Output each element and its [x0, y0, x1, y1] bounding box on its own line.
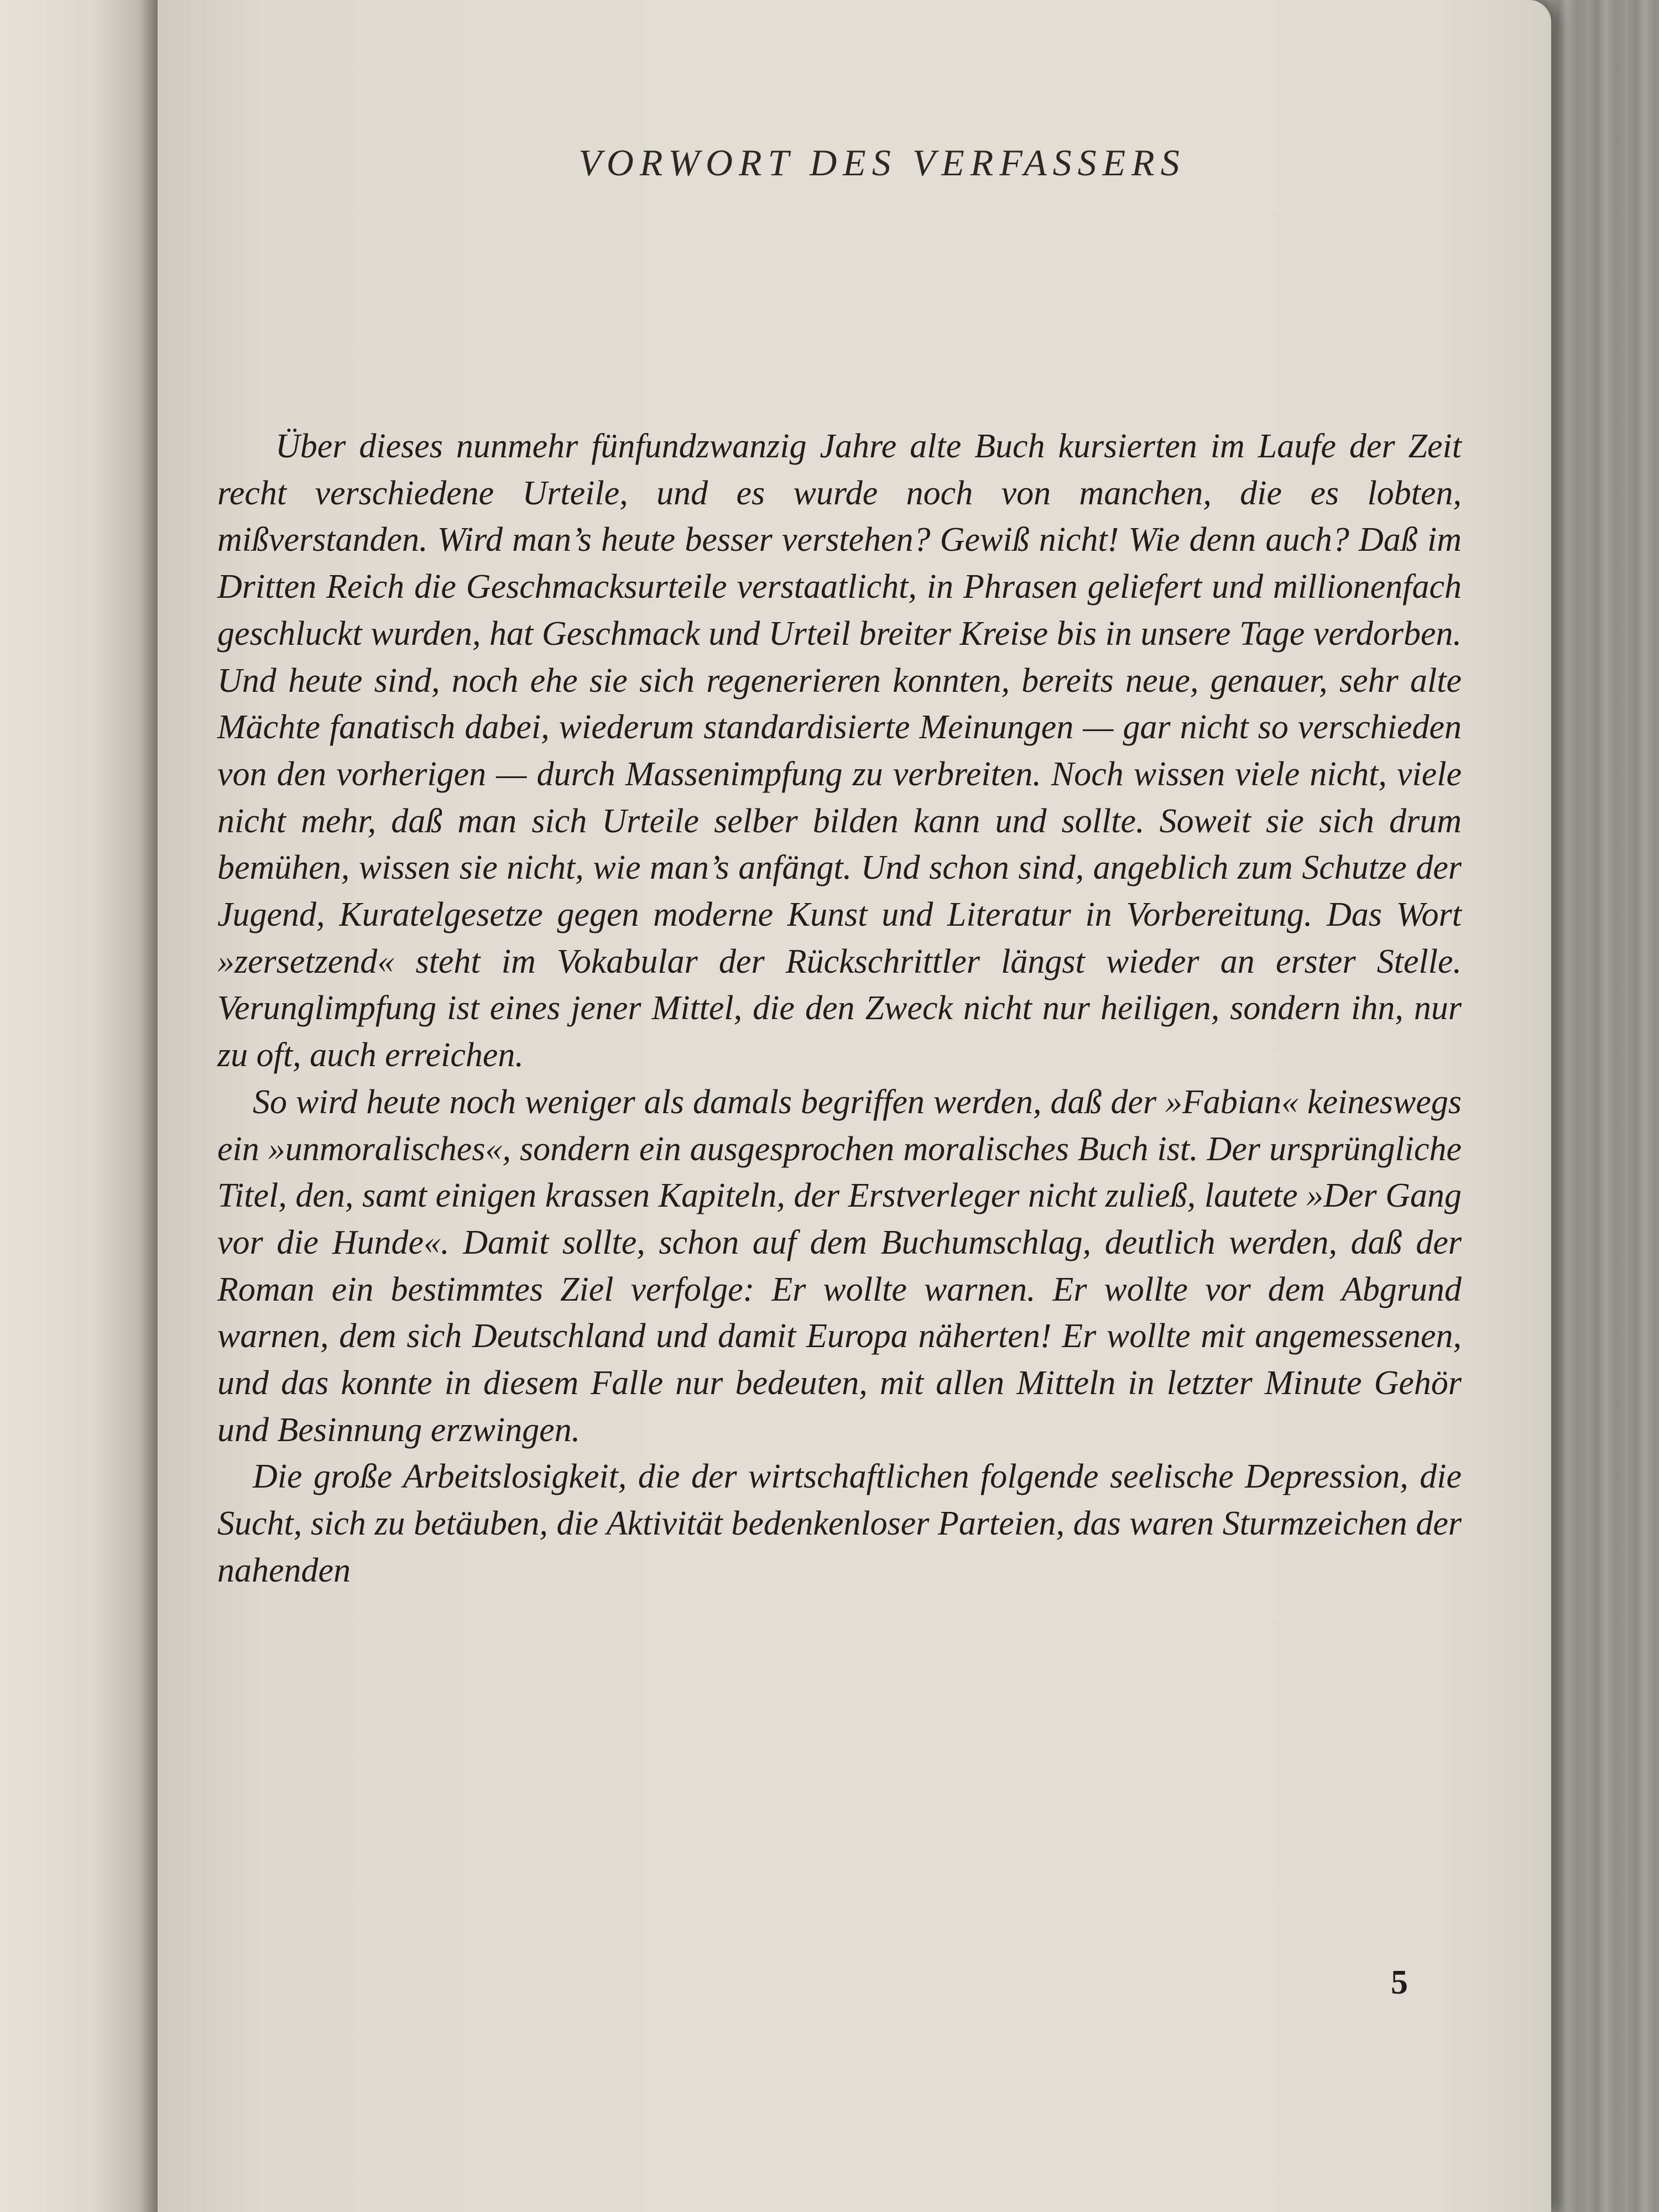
paragraph-2	[217, 1079, 1462, 1454]
paragraph-text: So wird heute noch weniger als damals begriffen werden, daß der »Fabian« keineswegs ein »unmoralisches«, sondern ein ausgesprochen moralisches Buch ist. Der ursprüngliche Titel, den, samt einigen krassen Kapiteln, der Erstverleger nicht zuließ, lautete »Der Gang vor die Hunde«. Damit sollte, schon auf dem Buchumschlag, deutlich werden, daß der Roman ein bestimmtes Ziel verfolge: Er wollte warnen. Er wollte vor dem Abgrund warnen, dem sich Deutschland und damit Europa näherten! Er wollte mit angemessenen, und das konnte in diesem Falle nur bedeuten, mit allen Mitteln in letzter Minute Gehör und Besinnung erzwingen.	[217, 1083, 1462, 1449]
chapter-heading	[158, 141, 1551, 185]
page-body	[217, 423, 1462, 1594]
paragraph-1	[217, 423, 1462, 1079]
paragraph-3	[217, 1453, 1462, 1594]
chapter-heading-text: VORWORT DES VERFASSERS	[578, 142, 1186, 184]
page-number: 5	[1391, 1964, 1408, 2001]
paragraph-text: Über dieses nunmehr fünfundzwanzig Jahre alte Buch kursierten im Laufe der Zeit recht verschiedene Urteile, und es wurde noch von manchen, die es lobten, mißverstanden. Wird man’s heute besser verstehen? Gewiß nicht! Wie denn auch? Daß im Dritten Reich die Geschmacksurteile verstaatlicht, in Phrasen geliefert und millionenfach geschluckt wurden, hat Geschmack und Urteil breiter Kreise bis in unsere Tage verdorben. Und heute sind, noch ehe sie sich regenerieren konnten, bereits neue, genauer, sehr alte Mächte fanatisch dabei, wiederum standardisierte Meinungen — gar nicht so verschieden von den vorherigen — durch Massenimpfung zu verbreiten. Noch wissen viele nicht, viele nicht mehr, daß man sich Urteile selber bilden kann und sollte. Soweit sie sich drum bemühen, wissen sie nicht, wie man’s anfängt. Und schon sind, angeblich zum Schutze der Jugend, Kuratelgesetze gegen moderne Kunst und Literatur in Vorbereitung. Das Wort »zersetzend« steht im Vokabular der Rückschrittler längst wieder an erster Stelle. Verunglimpfung ist eines jener Mittel, die den Zweck nicht nur heiligen, sondern ihn, nur zu oft, auch erreichen.	[217, 427, 1462, 1074]
paragraph-text: Die große Arbeitslosigkeit, die der wirtschaftlichen folgende seelische Depression, die Sucht, sich zu betäuben, die Aktivität bedenkenloser Parteien, das waren Sturmzeichen der nahenden	[217, 1458, 1462, 1589]
book-page	[158, 0, 1551, 2212]
